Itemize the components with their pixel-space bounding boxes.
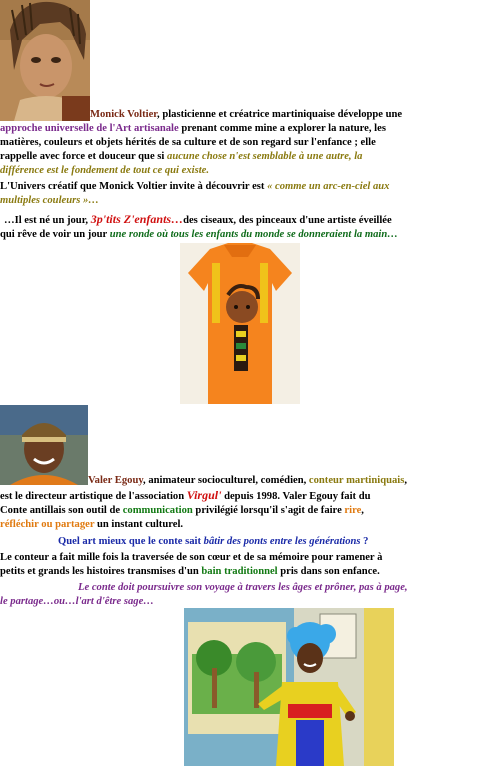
emphasis-rire: rire [344, 505, 362, 516]
paragraph-conteur: Le conteur a fait mille fois la traversée de son cœur et de sa mémoire pour ramener à petits et grands les histoires transmises d'un bain traditionnel pris dans son enfance. [0, 552, 383, 577]
brand-virgul: Virgul' [186, 488, 222, 502]
emphasis-communication: communication [122, 505, 193, 516]
paragraph-question: Quel art mieux que le conte sait bâtir des ponts entre les générations ? [58, 536, 369, 547]
storyteller-image [184, 608, 394, 766]
orange-shirt-image [180, 243, 300, 404]
emphasis-rainbow: « comme un arc-en-ciel aux [267, 181, 390, 192]
emphasis-bain: bain traditionnel [201, 566, 278, 577]
emphasis-approach: approche universelle de l'Art artisanale [0, 123, 179, 134]
emphasis-difference: aucune chose n'est semblable à une autre, la [167, 151, 363, 162]
paragraph-univers: L'Univers créatif que Monick Voltier invite à découvrir est « comme un arc-en-ciel aux multiples couleurs »… [0, 181, 390, 206]
emphasis-ponts: bâtir des ponts entre les générations [203, 536, 361, 547]
paragraph-enfants: …Il est né un jour, 3p'tits Z'enfants…des ciseaux, des pinceaux d'une artiste éveillée qui rêve de voir un jour une ronde où tous les enfants du monde se donneraient la main… [0, 212, 398, 240]
brand-3ptits-zenfants: 3p'tits Z'enfants… [90, 212, 184, 226]
paragraph-monick-intro: Monick Voltier, plasticienne et créatrice martiniquaise développe une approche universelle de l'Art artisanale prenant comme mine a explorer la nature, les matières, couleurs et objets hérités de sa culture et de son regard sur l'enfance ; elle rappelle avec force et douceur que si aucune chose n'est semblable à une autre, la différence est le fondement de tout ce qui existe. [0, 109, 403, 176]
child-painting-image [0, 0, 90, 121]
paragraph-valer-intro: Valer Egouy, animateur socioculturel, comédien, conteur martiniquais, est le directeur artistique de l'association Virgul' depuis 1998. Valer Egouy fait du Conte antillais son outil de communication privilégié lorsqu'il s'agit de faire rire, réfléchir ou partager un instant culturel. [0, 475, 408, 530]
valer-portrait-image [0, 405, 88, 485]
emphasis-conteur: conteur martiniquais [308, 475, 405, 486]
emphasis-reflechir: réfléchir ou partager [0, 519, 95, 530]
artist-name-monick: Monick Voltier [90, 109, 158, 120]
artist-name-valer: Valer Egouy [88, 475, 144, 486]
paragraph-conclusion: Le conte doit poursuivre son voyage à travers les âges et prôner, pas à page, le partage…ou…l'art d'être sage… [0, 582, 408, 607]
emphasis-ronde: une ronde où tous les enfants du monde se donneraient la main… [109, 229, 398, 240]
